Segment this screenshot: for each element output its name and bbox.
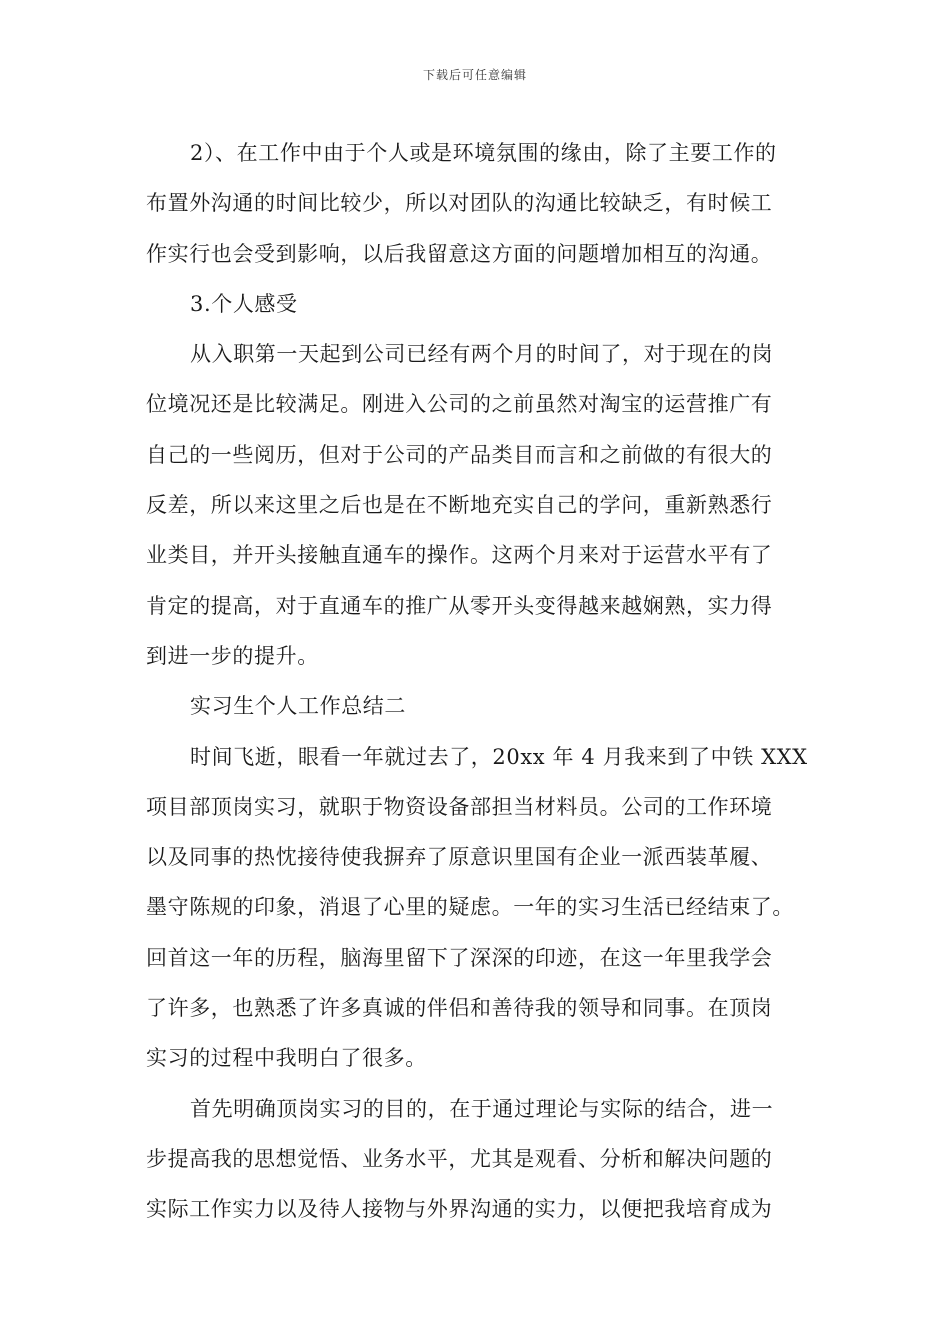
text-line: 业类目，并开头接触直通车的操作。这两个月来对于运营水平有了 [146, 543, 773, 568]
text-line: 实习的过程中我明白了很多。 [146, 1046, 427, 1071]
text-line: 肯定的提高，对于直通车的推广从零开头变得越来越娴熟，实力得 [146, 593, 773, 618]
text-line: 回首这一年的历程，脑海里留下了深深的印迹，在这一年里我学会 [146, 945, 773, 970]
text-line: 以及同事的热忱接待使我摒弃了原意识里国有企业一派西装革履、 [146, 845, 773, 870]
text-line: 时间飞逝，眼看一年就过去了，20xx 年 4 月我来到了中铁 XXX [190, 744, 808, 769]
text-line: 到进一步的提升。 [146, 643, 319, 668]
text-line: 实习生个人工作总结二 [190, 694, 406, 719]
text-line: 3.个人感受 [190, 291, 298, 316]
text-line: 作实行也会受到影响，以后我留意这方面的问题增加相互的沟通。 [146, 241, 773, 266]
text-line: 项目部顶岗实习，就职于物资设备部担当材料员。公司的工作环境 [146, 794, 773, 819]
text-line: 布置外沟通的时间比较少，所以对团队的沟通比较缺乏，有时候工 [146, 191, 773, 216]
text-line: 反差，所以来这里之后也是在不断地充实自己的学问，重新熟悉行 [146, 493, 773, 518]
text-line: 实际工作实力以及待人接物与外界沟通的实力，以便把我培育成为 [146, 1197, 773, 1222]
text-line: 位境况还是比较满足。刚进入公司的之前虽然对淘宝的运营推广有 [146, 392, 773, 417]
document-body [146, 128, 818, 1235]
text-line: 步提高我的思想觉悟、业务水平，尤其是观看、分析和解决问题的 [146, 1146, 773, 1171]
text-line: 了许多，也熟悉了许多真诚的伴侣和善待我的领导和同事。在顶岗 [146, 996, 773, 1021]
text-line: 2）、在工作中由于个人或是环境氛围的缘由，除了主要工作的 [190, 141, 777, 165]
text-line: 自己的一些阅历，但对于公司的产品类目而言和之前做的有很大的 [146, 442, 773, 467]
text-line: 墨守陈规的印象，消退了心里的疑虑。一年的实习生活已经结束了。 [146, 895, 794, 920]
text-line: 从入职第一天起到公司已经有两个月的时间了，对于现在的岗 [190, 342, 774, 367]
page-header: 下载后可任意编辑 [422, 68, 527, 82]
text-line: 首先明确顶岗实习的目的，在于通过理论与实际的结合，进一 [190, 1096, 774, 1121]
